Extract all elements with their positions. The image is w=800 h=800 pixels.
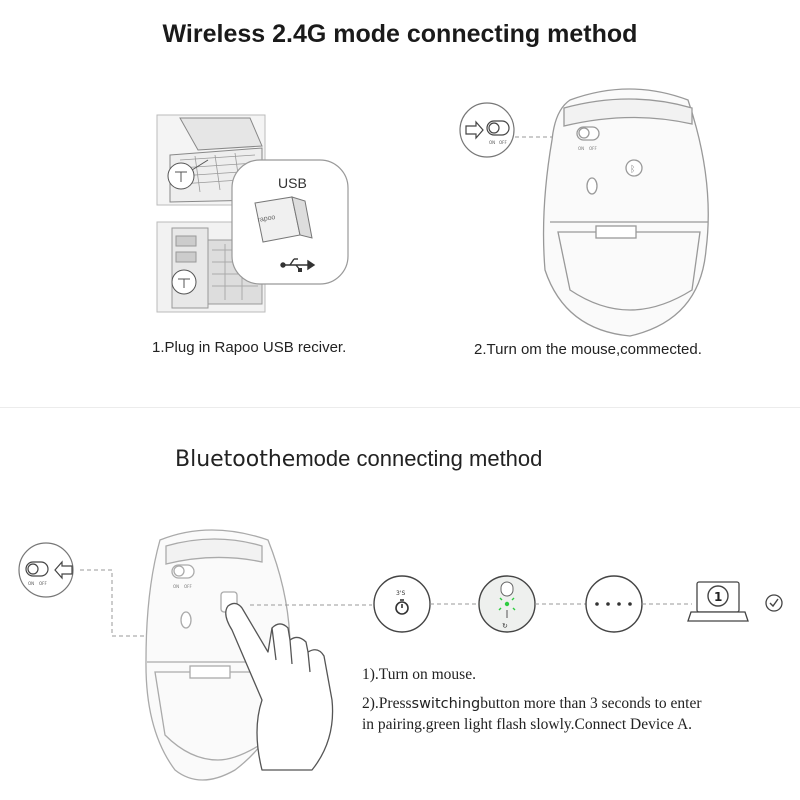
wireless-step1-caption: 1.Plug in Rapoo USB reciver.: [152, 339, 347, 356]
device-a-laptop-icon: [688, 582, 748, 621]
bluetooth-step2-a: 2).Press: [362, 695, 412, 712]
receiver-brand: rapoo: [257, 213, 276, 224]
device-number: 1: [714, 590, 723, 604]
svg-text:OFF: OFF: [39, 581, 47, 586]
pairing-light-icon: [479, 576, 535, 632]
wireless-section-title: Wireless 2.4G mode connecting method: [162, 20, 638, 48]
svg-text:ON: ON: [173, 584, 180, 589]
svg-text:ON: ON: [578, 146, 585, 151]
svg-text:ON: ON: [28, 581, 35, 586]
bluetooth-power-switch-icon: [19, 543, 73, 597]
svg-text:↻: ↻: [502, 622, 508, 630]
timer-3s-icon: [374, 576, 430, 632]
wireless-step2-caption: 2.Turn om the mouse,commected.: [474, 341, 702, 358]
bluetooth-title-part2: mode connecting method: [295, 446, 543, 471]
svg-text:OFF: OFF: [499, 140, 507, 145]
timer-label: 3'S: [396, 590, 406, 597]
svg-text:ON: ON: [489, 140, 496, 145]
bluetooth-step2-line2: in pairing.green light flash slowly.Connect Device A.: [362, 716, 693, 733]
svg-text:OFF: OFF: [184, 584, 192, 589]
bluetooth-button-icon: ᛒ: [630, 165, 636, 175]
check-icon: [766, 595, 782, 611]
usb-label: USB: [278, 175, 307, 191]
bluetooth-step1: 1).Turn on mouse.: [362, 666, 476, 683]
bluetooth-title-part1: Bluetoothe: [175, 447, 296, 472]
pairing-dots-icon: [586, 576, 642, 632]
bluetooth-step2-line1: [362, 695, 702, 713]
bluetooth-step2-b: button more than 3 seconds to enter: [480, 695, 702, 712]
svg-text:OFF: OFF: [589, 146, 597, 151]
bluetooth-step2-keyword: switching: [411, 696, 481, 712]
